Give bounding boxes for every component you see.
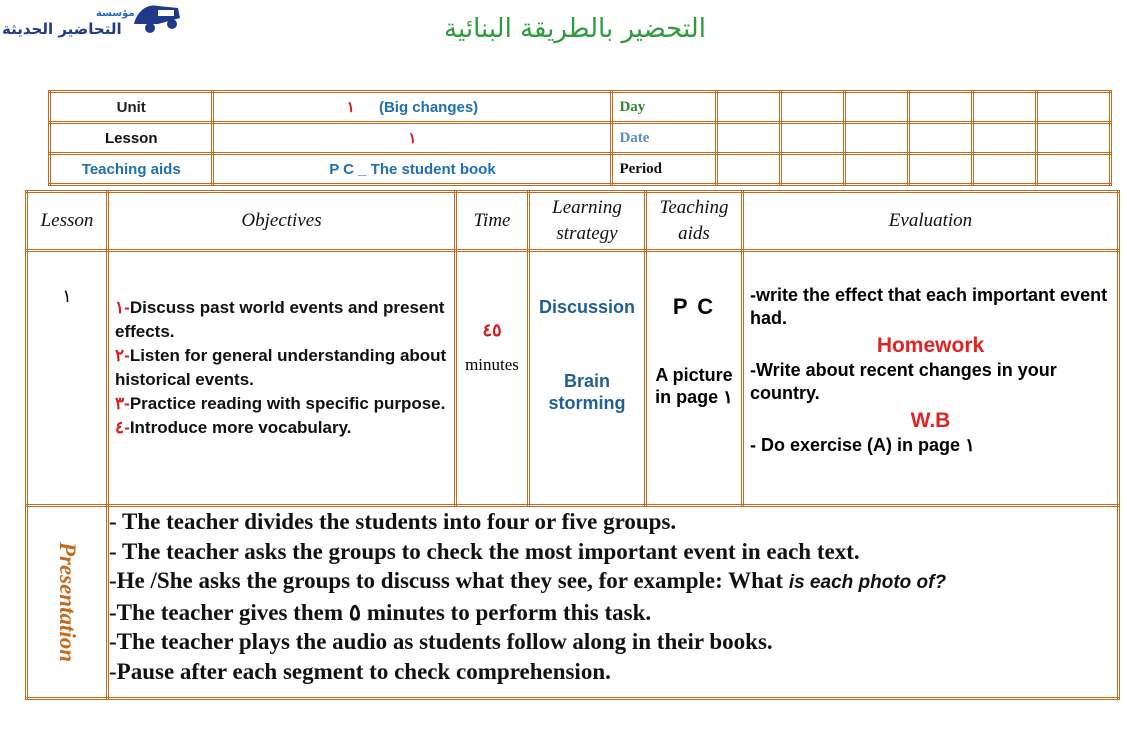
objective-item: [115, 344, 448, 392]
aids-cell: [646, 251, 743, 506]
aids-picture-line1: A picture: [655, 365, 733, 385]
logo-small-text: مؤسسة: [96, 8, 135, 19]
date-cell-1: [717, 123, 781, 154]
day-cell-2: [780, 92, 844, 123]
presentation-label: Presentation: [55, 541, 80, 663]
objective-number: ٤-: [115, 418, 130, 437]
presentation-text: [108, 506, 1119, 699]
objective-number: ٢-: [115, 346, 130, 365]
evaluation-line-1: -write the effect that each important event had.: [750, 285, 1108, 328]
presentation-line: - The teacher asks the groups to check the most important event in each text.: [109, 538, 860, 564]
logo: [0, 2, 185, 44]
presentation-line: -Pause after each segment to check comprehension.: [109, 658, 611, 684]
objective-number: ١-: [115, 298, 130, 317]
strategy-cell: [529, 251, 646, 506]
info-table: [48, 90, 1112, 186]
header-aids: [646, 192, 743, 251]
car-logo-icon: [128, 2, 184, 38]
lesson-number: ١: [62, 286, 72, 306]
period-cell-5: [972, 154, 1036, 185]
homework-heading: Homework: [876, 334, 985, 357]
objective-number: ٣-: [115, 394, 130, 413]
page-title: التحضير بالطريقة البنائية: [444, 14, 706, 44]
period-cell-1: [717, 154, 781, 185]
unit-name: (Big changes): [378, 99, 479, 116]
header-evaluation: Evaluation: [743, 192, 1119, 251]
objective-text: Practice reading with specific purpose.: [129, 394, 446, 413]
period-cell-6: [1036, 154, 1110, 185]
teaching-aids-label: Teaching aids: [50, 154, 213, 185]
date-cell-6: [1036, 123, 1110, 154]
strategy-brain: Brain: [563, 371, 610, 391]
unit-value: [213, 92, 612, 123]
unit-label: Unit: [50, 92, 213, 123]
objective-item: [115, 392, 448, 416]
day-cell-1: [717, 92, 781, 123]
header-strategy-line2: strategy: [556, 223, 618, 244]
date-cell-4: [908, 123, 972, 154]
objective-item: [115, 416, 448, 440]
objective-text: Discuss past world events and present effects.: [115, 298, 445, 341]
header-aids-line2: aids: [678, 223, 710, 244]
teaching-aids-value: P C _ The student book: [213, 154, 612, 185]
aids-picture-line2: in page ١: [655, 387, 733, 407]
period-cell-4: [908, 154, 972, 185]
presentation-line: -The teacher gives them ٥ minutes to perform this task.: [109, 599, 652, 625]
date-cell-3: [844, 123, 908, 154]
objectives-list: [109, 252, 454, 440]
strategy-brainstorming: [530, 370, 644, 414]
header-lesson: Lesson: [27, 192, 108, 251]
header-time: Time: [456, 192, 529, 251]
objective-item: [115, 296, 448, 344]
header-objectives: Objectives: [108, 192, 456, 251]
aids-picture: [647, 364, 741, 408]
date-cell-5: [972, 123, 1036, 154]
lesson-number-cell: [27, 251, 108, 506]
presentation-line-text: -He /She asks the groups to discuss what they see, for example: What: [109, 568, 784, 594]
wb-heading: W.B: [910, 409, 951, 432]
header-strategy-line1: Learning: [552, 197, 622, 218]
strategy-storming: storming: [548, 393, 626, 413]
evaluation-line-3: - Do exercise (A) in page ١: [750, 435, 975, 455]
day-label: Day: [612, 92, 717, 123]
period-cell-3: [844, 154, 908, 185]
day-cell-3: [844, 92, 908, 123]
presentation-line: [109, 566, 1117, 598]
objectives-cell: [108, 251, 456, 506]
evaluation-content: [744, 252, 1117, 457]
date-cell-2: [780, 123, 844, 154]
day-cell-4: [908, 92, 972, 123]
period-label: Period: [612, 154, 717, 185]
lesson-value: ١: [213, 123, 612, 154]
day-cell-6: [1036, 92, 1110, 123]
aids-pc: P C: [672, 294, 716, 319]
day-cell-5: [972, 92, 1036, 123]
logo-text: التحاضير الحديثة: [2, 20, 122, 38]
period-cell-2: [780, 154, 844, 185]
presentation-label-cell: [27, 506, 108, 699]
date-label: Date: [612, 123, 717, 154]
evaluation-cell: [743, 251, 1119, 506]
unit-number: ١: [346, 99, 355, 116]
time-value: ٤٥: [482, 320, 502, 340]
lesson-label: Lesson: [50, 123, 213, 154]
header-strategy: [529, 192, 646, 251]
objective-text: Listen for general understanding about historical events.: [115, 346, 447, 389]
presentation-line: - The teacher divides the students into four or five groups.: [109, 509, 677, 534]
evaluation-line-2: -Write about recent changes in your country.: [750, 360, 1057, 403]
header-aids-line1: Teaching: [659, 197, 729, 218]
objective-text: Introduce more vocabulary.: [129, 418, 352, 437]
lesson-plan-table: [25, 190, 1120, 700]
strategy-discussion: Discussion: [538, 297, 636, 317]
presentation-line: -The teacher plays the audio as students follow along in their books.: [109, 629, 773, 655]
presentation-line-italic: is each photo of?: [788, 572, 947, 594]
time-unit: minutes: [465, 355, 519, 374]
time-cell: [456, 251, 529, 506]
